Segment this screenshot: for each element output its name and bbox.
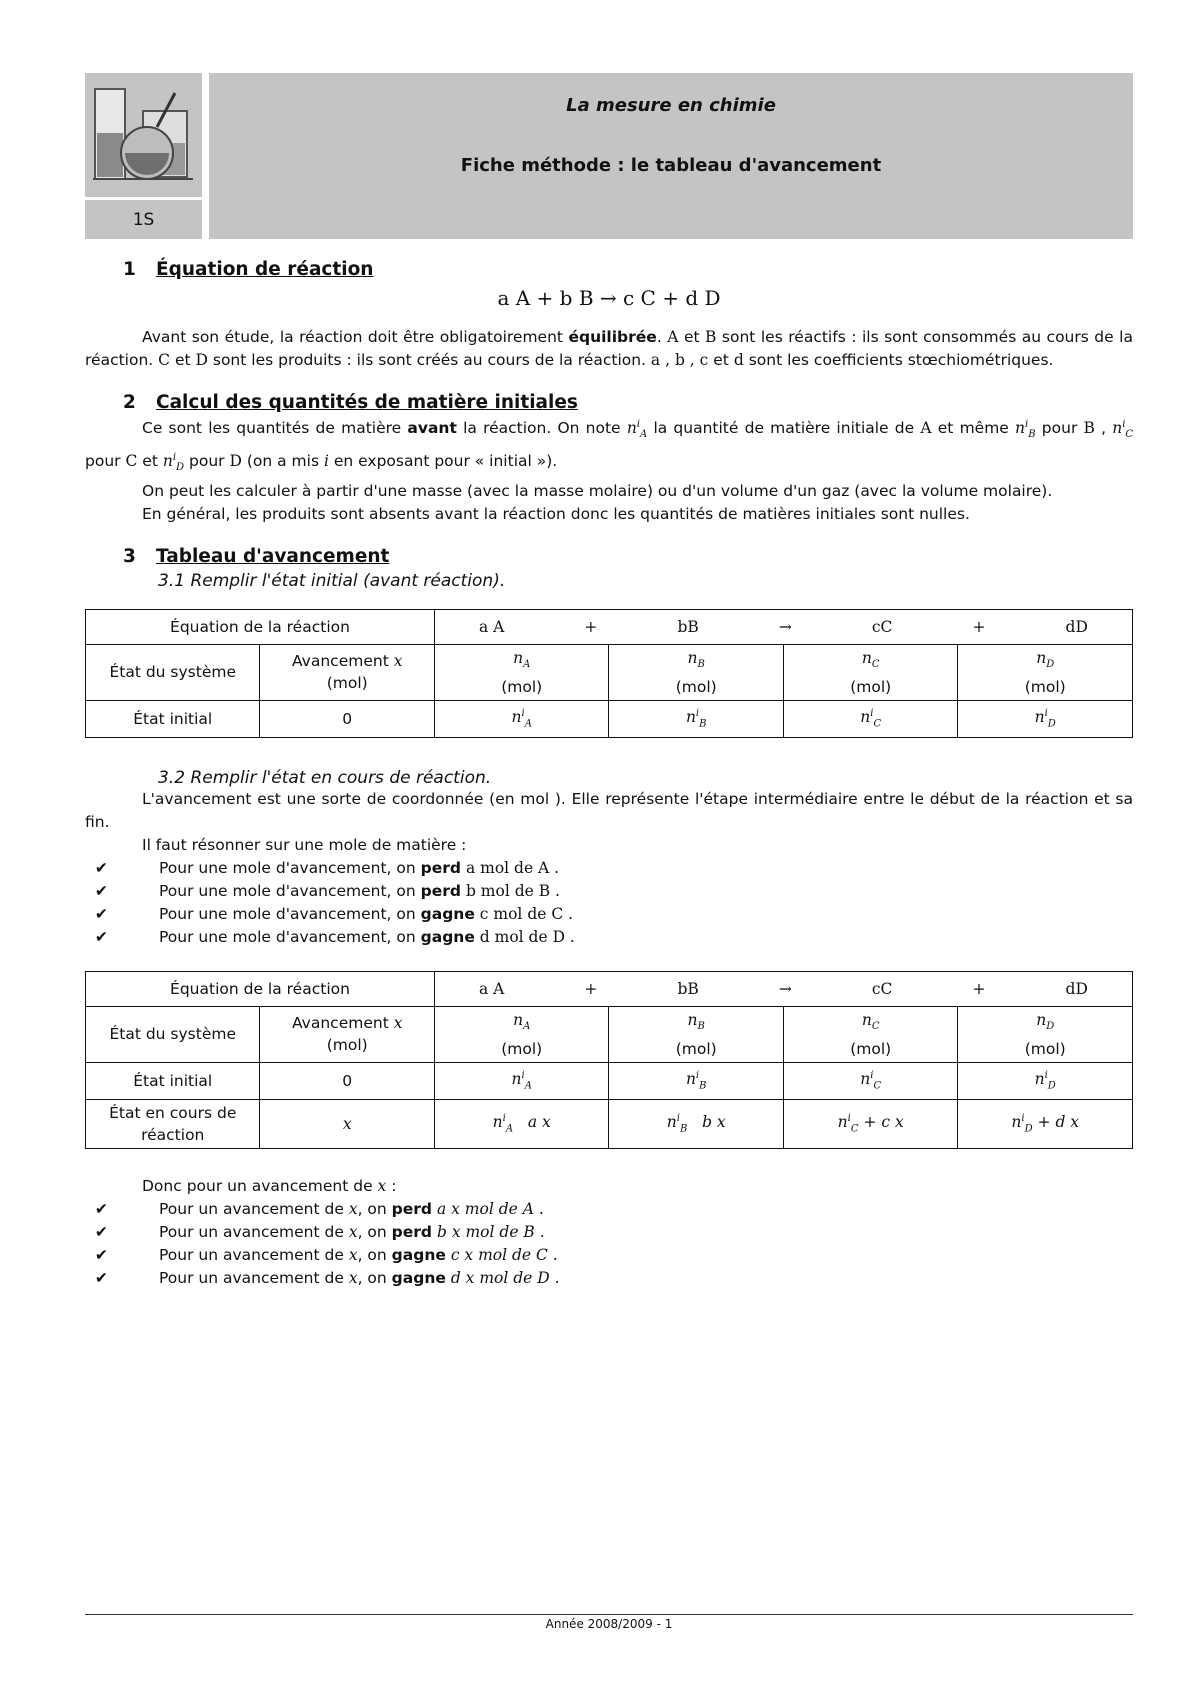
nC-header: $n_C$ (mol) xyxy=(783,1006,957,1062)
document-title: La mesure en chimie xyxy=(566,95,776,116)
list-item: ✔ Pour une mole d'avancement, on gagne d mol de D . xyxy=(85,927,575,946)
nA-progress: $n^i_A$ a x xyxy=(434,1100,608,1149)
nA-header: $n_A$ (mol) xyxy=(434,644,608,700)
chemistry-logo xyxy=(85,73,202,197)
state-label: État du système xyxy=(86,644,260,700)
section-2-paragraph-1: Ce sont les quantités de matière avant la réaction. On note $n^i_A$ la quantité de matière initiale de A et même $n^i_B$ pour B , $n^i_C$ pour C et $n^i_D$ pour D (on a mis i en exposant pour « initial »). xyxy=(85,419,1134,474)
nD-header: $n_D$ (mol) xyxy=(958,644,1133,700)
equation-label: Équation de la réaction xyxy=(86,971,435,1006)
nA-initial: $n^i_A$ xyxy=(434,1062,608,1099)
progress-state-label: État en cours de réaction xyxy=(86,1100,260,1149)
header xyxy=(85,73,1133,239)
subsection-3-2: 3.2 Remplir l'état en cours de réaction. xyxy=(158,767,492,788)
nB-header: $n_B$ (mol) xyxy=(609,644,783,700)
nA-initial: $n^i_A$ xyxy=(434,700,608,737)
section-3-paragraph-1: L'avancement est une sorte de coordonnée (en mol ). Elle représente l'étape intermédiaire entre le début de la réaction et sa fin. xyxy=(85,789,1133,831)
advancement-header: Avancement x (mol) xyxy=(260,1006,435,1062)
equation-cell: a A + bB → cC + dD xyxy=(434,971,1132,1006)
nA-header: $n_A$ (mol) xyxy=(434,1006,608,1062)
equation-cell: a A + bB → cC + dD xyxy=(434,609,1132,644)
advancement-header: Avancement x (mol) xyxy=(260,644,435,700)
nC-header: $n_C$ (mol) xyxy=(783,644,957,700)
nC-initial: $n^i_C$ xyxy=(783,700,957,737)
advancement-table-2 xyxy=(85,971,1133,1149)
list-item: ✔ Pour un avancement de x, on gagne d x mol de D . xyxy=(85,1269,560,1288)
section-2-paragraph-3: En général, les produits sont absents avant la réaction donc les quantités de matières initiales sont nulles. xyxy=(142,504,970,523)
advancement-table-1 xyxy=(85,609,1133,738)
mole-checklist xyxy=(85,857,1133,949)
section-3-paragraph-2: Il faut résonner sur une mole de matière : xyxy=(142,835,467,854)
nB-header: $n_B$ (mol) xyxy=(609,1006,783,1062)
list-item: ✔ Pour un avancement de x, on perd a x mol de A . xyxy=(85,1200,544,1219)
list-item: ✔ Pour une mole d'avancement, on perd b mol de B . xyxy=(85,881,560,900)
advancement-checklist xyxy=(85,1198,1133,1290)
subsection-3-1: 3.1 Remplir l'état initial (avant réaction). xyxy=(158,570,506,591)
nB-initial: $n^i_B$ xyxy=(609,700,783,737)
nD-initial: $n^i_D$ xyxy=(958,700,1133,737)
list-item: ✔ Pour une mole d'avancement, on gagne c mol de C . xyxy=(85,904,574,923)
progress-advancement: x xyxy=(260,1100,435,1149)
page-footer: Année 2008/2009 - 1 xyxy=(85,1614,1133,1631)
nC-initial: $n^i_C$ xyxy=(783,1062,957,1099)
nB-initial: $n^i_B$ xyxy=(609,1062,783,1099)
nC-progress: $n^i_C + c$ x xyxy=(783,1100,957,1149)
section-2-heading: 2 Calcul des quantités de matière initiales xyxy=(123,392,578,413)
nD-progress: $n^i_D + d$ x xyxy=(958,1100,1133,1149)
initial-state-label: État initial xyxy=(86,700,260,737)
nD-initial: $n^i_D$ xyxy=(958,1062,1133,1099)
nB-progress: $n^i_B$ b x xyxy=(609,1100,783,1149)
nD-header: $n_D$ (mol) xyxy=(958,1006,1133,1062)
list-item: ✔ Pour un avancement de x, on perd b x mol de B . xyxy=(85,1223,545,1242)
list-item: ✔ Pour un avancement de x, on gagne c x mol de C . xyxy=(85,1246,558,1265)
beaker-flask-icon xyxy=(85,73,202,197)
state-label: État du système xyxy=(86,1006,260,1062)
document-subtitle: Fiche méthode : le tableau d'avancement xyxy=(460,155,882,176)
reaction-equation: a A + b B → c C + d D xyxy=(497,286,721,310)
title-box xyxy=(209,73,1133,239)
section-3-heading: 3 Tableau d'avancement xyxy=(123,545,390,567)
section-1-paragraph: Avant son étude, la réaction doit être obligatoirement équilibrée. A et B sont les réactifs : ils sont consommés au cours de la réaction. C et D sont les produits : ils sont créés au cours de la réaction. a , b , c et d sont les coefficients stœchiométriques. xyxy=(85,328,1133,369)
initial-state-label: État initial xyxy=(86,1062,260,1099)
list-item: ✔ Pour une mole d'avancement, on perd a mol de A . xyxy=(85,858,560,877)
section-2-paragraph-2: On peut les calculer à partir d'une masse (avec la masse molaire) ou d'un volume d'un gaz (avec la volume molaire). xyxy=(142,481,1053,500)
section-3-paragraph-3: Donc pour un avancement de x : xyxy=(142,1177,397,1196)
level-badge: 1S xyxy=(85,200,202,239)
initial-advancement: 0 xyxy=(260,1062,435,1099)
initial-advancement: 0 xyxy=(260,700,435,737)
section-1-heading: 1 Équation de réaction xyxy=(123,259,374,280)
equation-label: Équation de la réaction xyxy=(86,609,435,644)
